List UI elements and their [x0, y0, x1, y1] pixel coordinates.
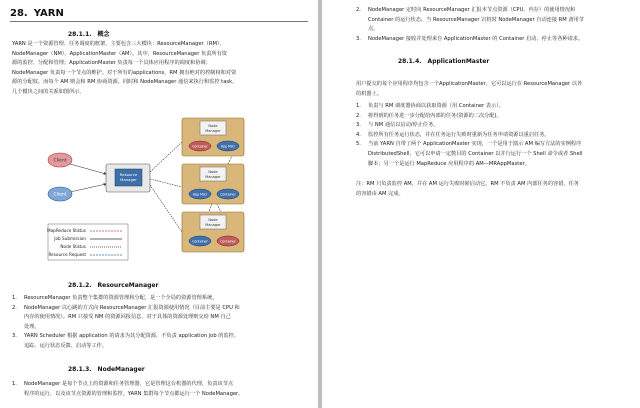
section-heading-concept: 28.1.1. 概念 [68, 31, 110, 38]
svg-text:Client: Client [53, 192, 67, 198]
diagram-legend [47, 224, 128, 260]
client1-to-rm-line [70, 164, 106, 174]
svg-text:Job Submission: Job Submission [54, 236, 86, 241]
right-page [322, 0, 640, 408]
nodemanager-list-continued [356, 6, 636, 44]
list-item: 2. NodeManager 定时向 ResourceManager 汇报本节点资源（CPU、内存）的使用情况和 Container 的运行状态。当 ResourceManager 宕机时 NodeManager 自动连接 RM 备用节 点。 [356, 7, 584, 33]
rm-to-node3-line [150, 185, 182, 232]
section-heading-nodemanager: 28.1.3. NodeManager [68, 366, 145, 373]
rm-to-node2-line [150, 179, 182, 187]
svg-text:Node: Node [208, 124, 218, 128]
svg-text:Node: Node [208, 170, 218, 174]
svg-text:Resource Request: Resource Request [48, 252, 86, 257]
svg-text:App Mstr: App Mstr [192, 192, 208, 197]
svg-text:Resource: Resource [119, 172, 138, 177]
list-item: 4. 监控所有任务运行状态，并在任务运行失败时重新为任务申请资源以重启任务。 [356, 131, 550, 138]
chapter-heading: 28. YARN [10, 8, 64, 19]
svg-text:Manager: Manager [120, 177, 137, 182]
svg-text:Container: Container [192, 144, 208, 149]
left-page [0, 0, 318, 408]
resourcemanager-list [12, 294, 312, 352]
svg-text:MapReduce Status: MapReduce Status [46, 228, 86, 233]
svg-text:Container: Container [220, 239, 236, 244]
section-heading-applicationmaster: 28.1.4. ApplicationMaster [398, 58, 490, 65]
node-manager-box-1 [182, 118, 244, 156]
svg-text:Manager: Manager [205, 129, 221, 133]
svg-text:Client: Client [53, 158, 67, 164]
svg-text:Node Status: Node Status [60, 244, 86, 249]
list-item: 5. 当前 YARN 自带了两个 ApplicationMaster 实现，一个是用于演示 AM 编写方法的实例程序 DistributedShell，它可以申请一定数目的 Container 以并行运行一个 Shell 命令或者 Shell 脚本；另一个是运行 MapReduce 应用程序的 AM—MRAppMaster。 [356, 141, 583, 167]
list-item: 1. ResourceManager 负责整个集群的资源管理和分配，是一个全局的资源管理系统。 [12, 295, 218, 301]
list-item: 1. NodeManager 是每个节点上的资源和任务管理器，它是管理这台机器的代理，负责该节点 程序的运行，以及该节点资源的管理和监控。YARN 集群每个节点都运行一个 NodeManager。 [12, 381, 244, 397]
rm-to-node1-line [150, 142, 182, 172]
client2-to-rm-line [70, 184, 106, 192]
list-item: 2. NodeManager 以心跳的方式向 ResourceManager 汇报资源使用情况（目前主要是 CPU 和 内存的使用情况）。RM 只接受 NM 的资源回报信息，对于具体的资源处理则交给 NM 自己 处理。 [12, 304, 240, 330]
client-node-1 [48, 153, 72, 167]
nodemanager-list [12, 380, 312, 399]
svg-text:Node: Node [208, 218, 218, 222]
applicationmaster-list [356, 102, 636, 169]
list-item: 3. NodeManager 接收并处理来自 ApplicationMaster 的 Container 启动、停止等各种请求。 [356, 35, 584, 42]
am-intro-paragraph: 用户提交的每个应用程序均包含一个ApplicationMaster，它可以运行在 ResourceManager 以外 的机器上。 [356, 81, 583, 97]
list-item: 1. 负责与 RM 调度器协商以获取资源（用 Container 表示）。 [356, 103, 504, 109]
list-item: 3. 与 NM 通信以启动/停止任务。 [356, 122, 439, 129]
chapter-rule [10, 21, 308, 22]
node-manager-box-2 [182, 164, 244, 204]
client-node-2 [48, 187, 72, 201]
section-heading-resourcemanager: 28.1.2. ResourceManager [68, 282, 159, 289]
svg-text:App Mstr: App Mstr [220, 144, 236, 149]
svg-text:Manager: Manager [205, 175, 221, 179]
node-manager-box-3 [182, 212, 244, 252]
resource-manager-node [106, 164, 150, 192]
note-paragraph: 注：RM 只负责监控 AM，并在 AM 运行失败时候启动它。RM 不负责 AM 内部任务的容错，任务 的容错由 AM 完成。 [356, 181, 579, 197]
svg-text:Container: Container [220, 192, 236, 197]
list-item: 3. YARN Scheduler 根据 application 的请求为其分配资源，不负责 application job 的监控、 追踪、运行状态反馈、启动等工作。 [12, 333, 240, 349]
list-item: 2. 将得到的任务进一步分配给内部的任务(资源的二次分配)。 [356, 112, 502, 119]
intro-paragraph: YARN 是一个资源管理、任务调度的框架，主要包含三大模块：ResourceManager（RM）、 NodeManager（NM）、ApplicationMaster（AM）。其中，ResourceManager 负责所有资 源的监控、分配和管理；ApplicationMaster 负责每一个具体应用程序的调度和协调； NodeManager 负责每一个节点的维护。对于所有的applications，RM 拥有绝对的控制权和对资 源的分配权。而每个 AM 则会和 RM 协商资源，同时和 NodeManager 通信来执行和监控 task。 几个模块之间的关系如图所示。 [12, 41, 238, 95]
yarn-architecture-diagram [40, 112, 280, 270]
svg-text:Manager: Manager [205, 223, 221, 227]
svg-text:Container: Container [192, 239, 208, 244]
